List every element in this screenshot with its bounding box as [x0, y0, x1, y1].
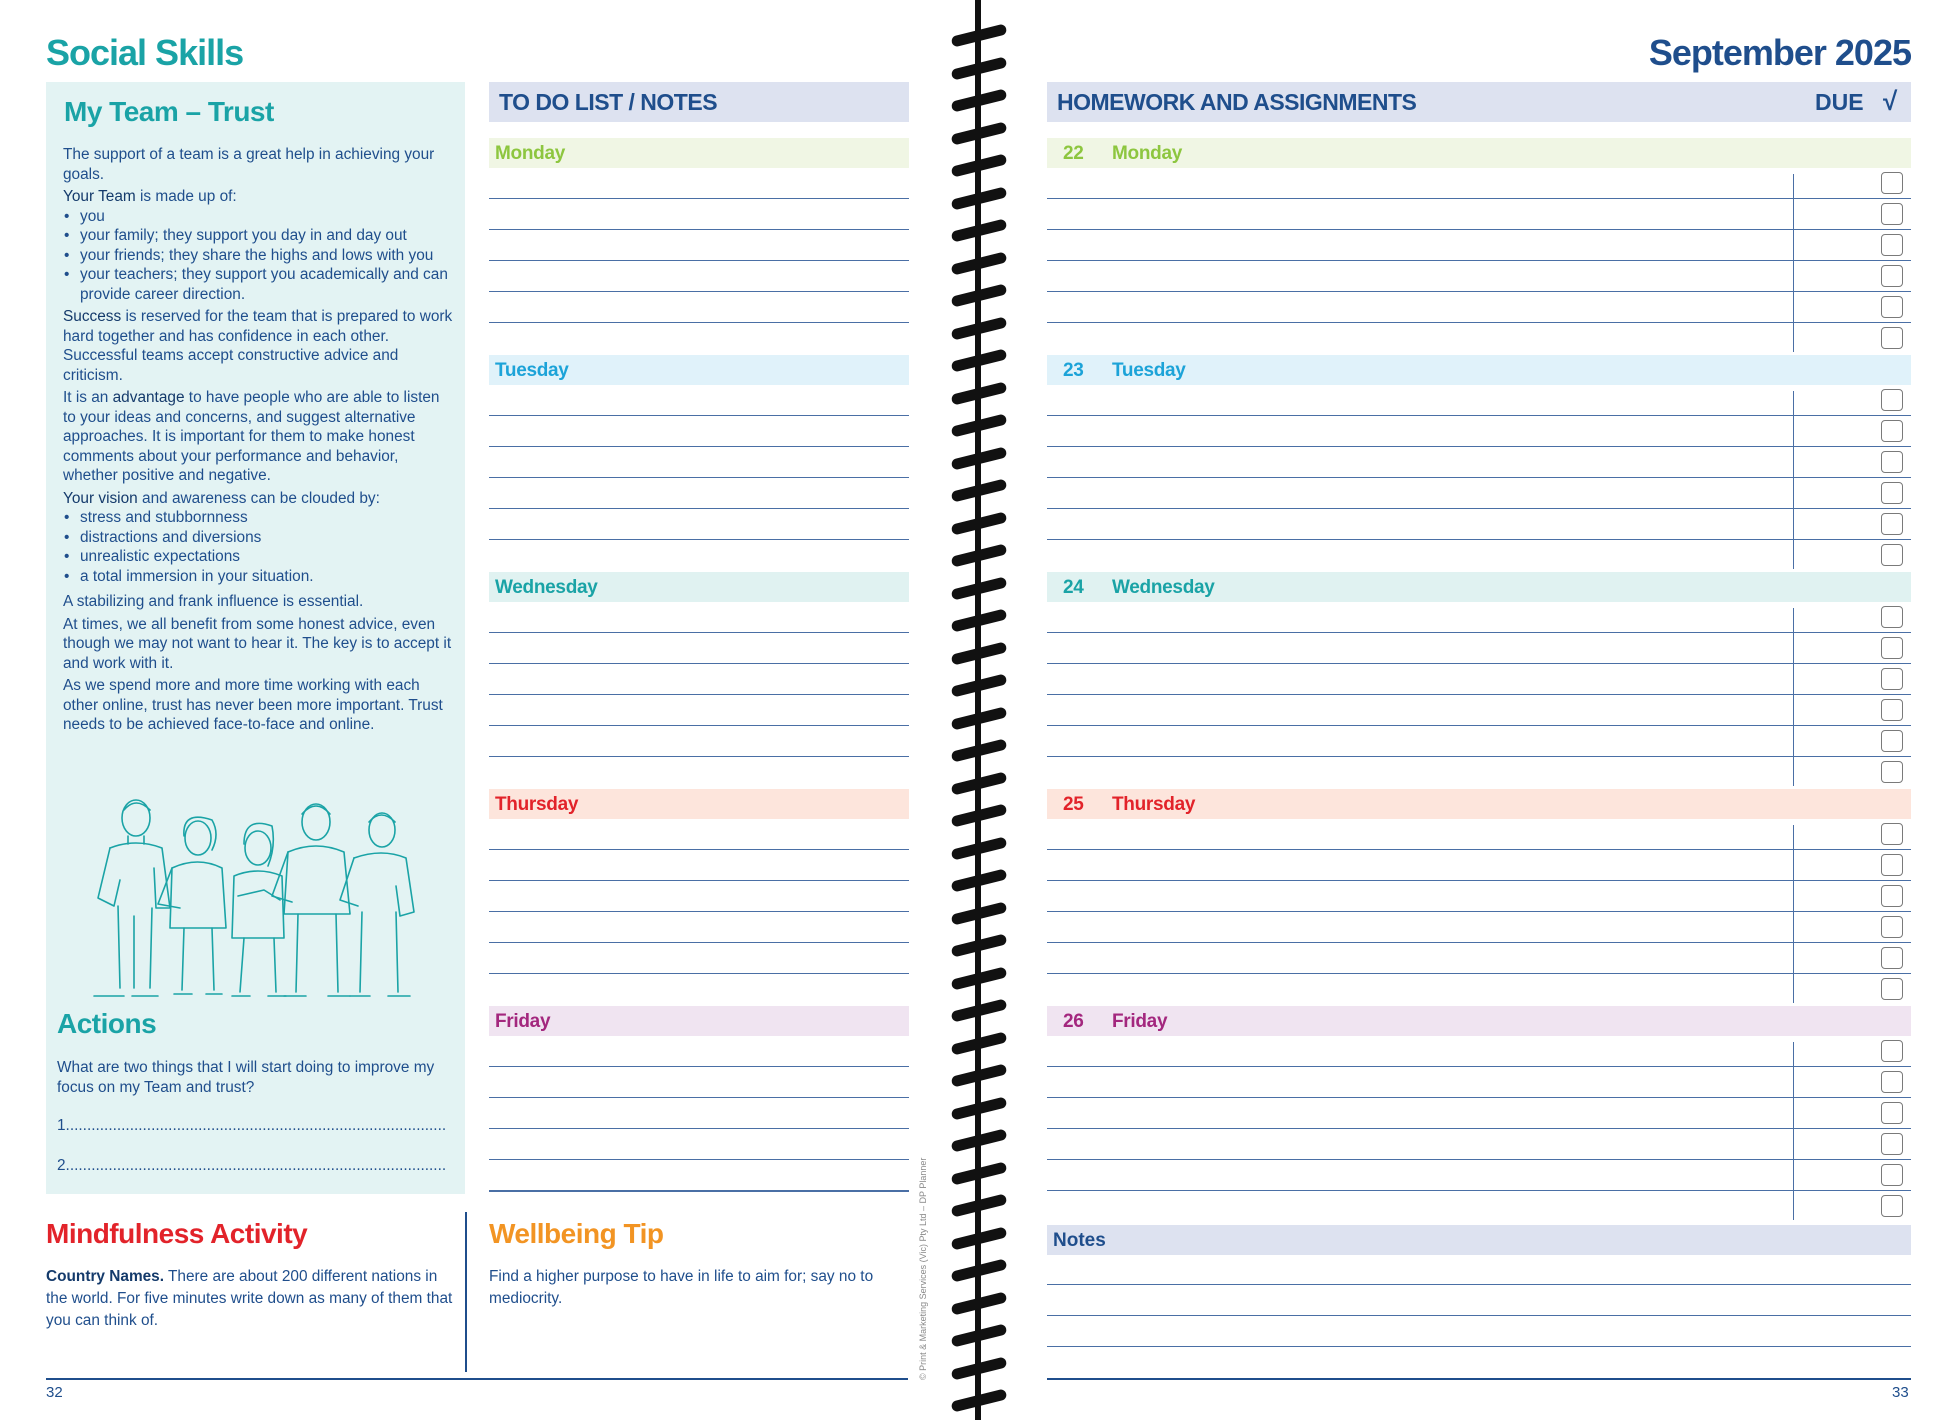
todo-line[interactable] [489, 539, 909, 540]
done-checkbox[interactable] [1881, 420, 1903, 442]
done-checkbox[interactable] [1881, 203, 1903, 225]
todo-line[interactable] [489, 725, 909, 726]
team-paragraph: Your Team is made up of: [63, 188, 237, 205]
todo-line[interactable] [489, 1128, 909, 1129]
list-item: • your teachers; they support you academically and can provide career direction. [63, 265, 455, 304]
notes-label: Notes [1053, 1230, 1106, 1251]
todo-line[interactable] [489, 508, 909, 509]
homework-line[interactable] [1047, 415, 1911, 416]
homework-line[interactable] [1047, 632, 1911, 633]
done-checkbox[interactable] [1881, 172, 1903, 194]
done-checkbox[interactable] [1881, 513, 1903, 535]
team-paragraph: At times, we all benefit from some honest advice, even though we may not want to hear it. The key is to accept it and work with it. [63, 615, 452, 672]
todo-line[interactable] [489, 880, 909, 881]
check-mark-icon: √ [1883, 86, 1898, 116]
homework-line[interactable] [1047, 849, 1911, 850]
todo-day-tuesday: Tuesday [489, 355, 909, 385]
homework-header [1047, 82, 1911, 122]
done-checkbox[interactable] [1881, 730, 1903, 752]
list-item: • your family; they support you day in and day out [63, 226, 455, 246]
homework-day-monday: 22 Monday [1047, 138, 1911, 168]
done-checkbox[interactable] [1881, 823, 1903, 845]
todo-line[interactable] [489, 942, 909, 943]
homework-line[interactable] [1047, 322, 1911, 323]
todo-line[interactable] [489, 663, 909, 664]
done-checkbox[interactable] [1881, 451, 1903, 473]
todo-line[interactable] [489, 911, 909, 912]
done-checkbox[interactable] [1881, 699, 1903, 721]
done-checkbox[interactable] [1881, 978, 1903, 1000]
homework-day-thursday: 25 Thursday [1047, 789, 1911, 819]
done-checkbox[interactable] [1881, 1102, 1903, 1124]
team-heading: My Team – Trust [64, 96, 274, 127]
due-column-divider [1793, 825, 1794, 1003]
todo-line[interactable] [489, 1066, 909, 1067]
homework-line[interactable] [1047, 1159, 1911, 1160]
team-paragraph: The support of a team is a great help in achieving your goals. [63, 146, 435, 183]
done-checkbox[interactable] [1881, 1071, 1903, 1093]
done-checkbox[interactable] [1881, 1164, 1903, 1186]
done-checkbox[interactable] [1881, 482, 1903, 504]
list-item: • stress and stubbornness [63, 508, 455, 528]
todo-day-monday: Monday [489, 138, 909, 168]
done-checkbox[interactable] [1881, 606, 1903, 628]
todo-line[interactable] [489, 477, 909, 478]
done-checkbox[interactable] [1881, 916, 1903, 938]
todo-line[interactable] [489, 198, 909, 199]
page-number-left: 32 [46, 1384, 63, 1401]
done-checkbox[interactable] [1881, 327, 1903, 349]
todo-header [489, 82, 909, 122]
due-column-divider [1793, 1042, 1794, 1220]
homework-day-tuesday: 23 Tuesday [1047, 355, 1911, 385]
done-checkbox[interactable] [1881, 1133, 1903, 1155]
due-column-divider [1793, 174, 1794, 352]
actions-question: What are two things that I will start doing to improve my focus on my Team and trust? [57, 1059, 435, 1096]
homework-line[interactable] [1047, 725, 1911, 726]
done-checkbox[interactable] [1881, 544, 1903, 566]
list-item: • a total immersion in your situation. [63, 567, 455, 587]
divider [465, 1212, 467, 1372]
page-number-right: 33 [1892, 1384, 1909, 1401]
due-column-divider [1793, 608, 1794, 786]
homework-line[interactable] [1047, 477, 1911, 478]
done-checkbox[interactable] [1881, 947, 1903, 969]
homework-line[interactable] [1047, 446, 1911, 447]
done-checkbox[interactable] [1881, 234, 1903, 256]
footer-rule [1047, 1378, 1911, 1380]
answer-line-2[interactable]: 2......................................................................................... [57, 1157, 447, 1174]
list-item: • you [63, 207, 455, 227]
due-column-divider [1793, 391, 1794, 569]
todo-day-wednesday: Wednesday [489, 572, 909, 602]
notes-band [1047, 1225, 1911, 1255]
homework-line[interactable] [1047, 229, 1911, 230]
answer-line-1[interactable]: 1......................................................................................... [57, 1117, 447, 1134]
homework-line[interactable] [1047, 973, 1911, 974]
actions-heading: Actions [57, 1008, 157, 1039]
todo-line[interactable] [489, 446, 909, 447]
team-body-text [63, 145, 455, 738]
list-item: • unrealistic expectations [63, 547, 455, 567]
homework-line[interactable] [1047, 260, 1911, 261]
homework-line[interactable] [1047, 911, 1911, 912]
done-checkbox[interactable] [1881, 885, 1903, 907]
done-checkbox[interactable] [1881, 1040, 1903, 1062]
todo-line[interactable] [489, 322, 909, 323]
month-title: September 2025 [1648, 32, 1911, 73]
homework-line[interactable] [1047, 663, 1911, 664]
todo-line[interactable] [489, 1097, 909, 1098]
homework-line[interactable] [1047, 508, 1911, 509]
homework-line[interactable] [1047, 694, 1911, 695]
done-checkbox[interactable] [1881, 854, 1903, 876]
todo-line[interactable] [489, 632, 909, 633]
homework-line[interactable] [1047, 539, 1911, 540]
footer-rule [46, 1378, 908, 1380]
todo-line[interactable] [489, 1159, 909, 1160]
mindfulness-text: Country Names. There are about 200 different nations in the world. For five minutes write down as many of them that you can think of. [46, 1268, 453, 1329]
done-checkbox[interactable] [1881, 296, 1903, 318]
todo-line[interactable] [489, 1190, 909, 1192]
homework-line[interactable] [1047, 1128, 1911, 1129]
homework-day-friday: 26 Friday [1047, 1006, 1911, 1036]
list-item: • your friends; they share the highs and lows with you [63, 246, 455, 266]
homework-line[interactable] [1047, 1066, 1911, 1067]
team-paragraph: A stabilizing and frank influence is essential. [63, 593, 364, 610]
copyright-text: © Print & Marketing Services (Vic) Pty Ltd – DP Planner [918, 1157, 928, 1380]
homework-line[interactable] [1047, 756, 1911, 757]
notes-line[interactable] [1047, 1346, 1911, 1347]
todo-day-friday: Friday [489, 1006, 909, 1036]
done-checkbox[interactable] [1881, 265, 1903, 287]
done-checkbox[interactable] [1881, 761, 1903, 783]
team-paragraph: As we spend more and more time working with each other online, trust has never been more important. Trust needs to be achieved face-to-face and online. [63, 677, 443, 733]
team-paragraph: Your vision and awareness can be clouded by: [63, 489, 380, 507]
team-paragraph: Success is reserved for the team that is prepared to work hard together and has confidence in each other. Successful teams accept constructive advice and criticism. [63, 308, 453, 384]
todo-line[interactable] [489, 756, 909, 757]
team-members-list [63, 207, 455, 305]
list-item: • distractions and diversions [63, 528, 455, 548]
team-paragraph: It is an advantage to have people who are able to listen to your ideas and concerns, and suggest alternative approaches. It is important for them to make honest comments about your performance and behavior, whether positive and negative. [63, 389, 440, 484]
done-checkbox[interactable] [1881, 668, 1903, 690]
notes-line[interactable] [1047, 1284, 1911, 1285]
homework-line[interactable] [1047, 1190, 1911, 1191]
todo-day-thursday: Thursday [489, 789, 909, 819]
homework-line[interactable] [1047, 1097, 1911, 1098]
todo-header-label: TO DO LIST / NOTES [499, 89, 718, 115]
due-label: DUE [1815, 89, 1864, 115]
todo-line[interactable] [489, 260, 909, 261]
todo-line[interactable] [489, 415, 909, 416]
homework-line[interactable] [1047, 880, 1911, 881]
wellbeing-heading: Wellbeing Tip [489, 1218, 664, 1249]
mindfulness-heading: Mindfulness Activity [46, 1218, 308, 1249]
homework-line[interactable] [1047, 198, 1911, 199]
done-checkbox[interactable] [1881, 389, 1903, 411]
todo-line[interactable] [489, 849, 909, 850]
done-checkbox[interactable] [1881, 1195, 1903, 1217]
todo-line[interactable] [489, 291, 909, 292]
todo-line[interactable] [489, 229, 909, 230]
wellbeing-text: Find a higher purpose to have in life to aim for; say no to mediocrity. [489, 1268, 874, 1307]
homework-line[interactable] [1047, 291, 1911, 292]
homework-day-wednesday: 24 Wednesday [1047, 572, 1911, 602]
homework-header-label: HOMEWORK AND ASSIGNMENTS [1057, 89, 1417, 115]
notes-line[interactable] [1047, 1315, 1911, 1316]
todo-line[interactable] [489, 973, 909, 974]
section-title: Social Skills [46, 32, 244, 73]
homework-line[interactable] [1047, 942, 1911, 943]
vision-list [63, 508, 455, 586]
team-illustration [88, 796, 428, 1001]
todo-line[interactable] [489, 694, 909, 695]
done-checkbox[interactable] [1881, 637, 1903, 659]
